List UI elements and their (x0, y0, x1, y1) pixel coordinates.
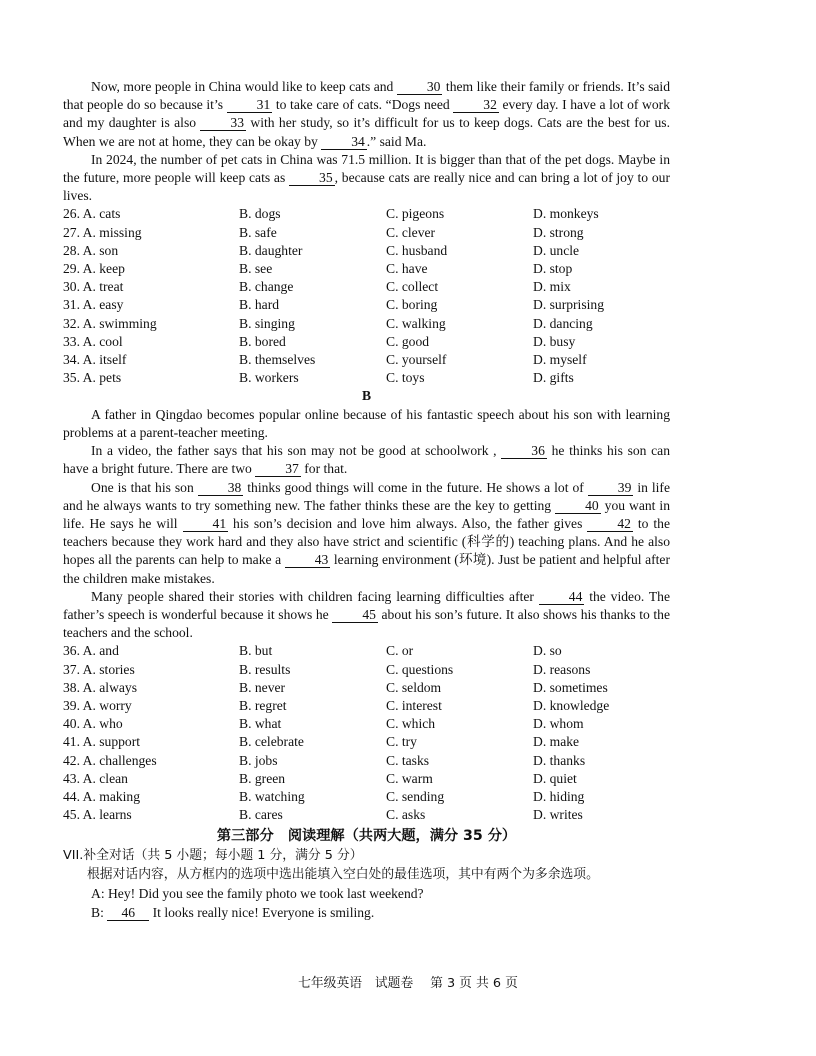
blank-36: 36 (501, 443, 547, 459)
option-row (63, 697, 670, 715)
text-run: you want in life. He says he will (63, 497, 671, 532)
option-c: C. collect (386, 279, 439, 295)
option-d: D. myself (533, 351, 587, 367)
blank-31: 31 (227, 97, 273, 113)
blank-42: 42 (587, 516, 633, 532)
passage-b-paragraph-4 (63, 588, 670, 643)
option-a: 31. A. easy (63, 297, 124, 313)
blank-35: 35 (289, 170, 335, 186)
option-row (63, 715, 670, 733)
option-a: 29. A. keep (63, 260, 125, 276)
option-b: B. jobs (239, 752, 278, 768)
option-b: B. see (239, 260, 273, 276)
option-row (63, 642, 670, 660)
option-c: C. which (386, 716, 436, 732)
option-b: B. dogs (239, 206, 281, 222)
option-d: D. whom (533, 716, 584, 732)
blank-45: 45 (332, 607, 378, 623)
text-run: It looks really nice! Everyone is smiling. (149, 905, 375, 921)
option-d: D. mix (533, 279, 571, 295)
section-vii-instruction: 根据对话内容，从方框内的选项中选出能填入空白处的最佳选项，其中有两个为多余选项。 (87, 867, 599, 883)
option-d: D. knowledge (533, 698, 610, 713)
blank-43: 43 (285, 552, 331, 568)
text-run: for that. (300, 461, 348, 477)
option-a: 41. A. support (63, 734, 141, 750)
text-run: A: Hey! Did you see the family photo we took last weekend? (91, 886, 424, 902)
option-b: B. workers (239, 370, 299, 386)
blank-41: 41 (183, 516, 229, 532)
option-d: D. strong (533, 224, 584, 240)
text-run: Now, more people in China would like to keep cats and (91, 79, 397, 94)
option-row (63, 770, 670, 788)
dialogue-line-a (63, 884, 670, 903)
text-run: B: (91, 905, 108, 921)
passage-b-paragraph-3 (63, 479, 670, 588)
option-c: C. or (386, 643, 414, 659)
option-row (63, 296, 670, 314)
option-row (63, 661, 670, 679)
passage-a-paragraph-4 (63, 151, 670, 206)
option-c: C. tasks (386, 752, 430, 768)
option-c: C. toys (386, 370, 425, 386)
option-d: D. so (533, 643, 562, 659)
passage-b-paragraph-1 (63, 406, 670, 442)
section-b-label: B (361, 388, 372, 404)
option-b: B. safe (239, 224, 277, 240)
option-a: 34. A. itself (63, 351, 127, 367)
option-b: B. regret (239, 698, 287, 713)
option-b: B. singing (239, 315, 295, 331)
option-a: 42. A. challenges (63, 752, 157, 768)
option-b: B. green (239, 770, 286, 786)
text-run: he thinks his son can have a bright future. There are two (63, 443, 671, 477)
text-run: In 2024, the number of pet cats in China was 71.5 million. It is bigger than that of the pet dogs. Maybe in the future, more people will keep cats as (63, 151, 670, 186)
option-row (63, 806, 670, 824)
option-c: C. pigeons (386, 206, 445, 222)
options-list-26-35 (63, 205, 670, 387)
blank-39: 39 (588, 480, 634, 496)
option-d: D. busy (533, 333, 576, 349)
option-a: 39. A. worry (63, 698, 132, 713)
option-row (63, 260, 670, 278)
text-run: .” said Ma. (366, 133, 427, 149)
options-list-36-45 (63, 642, 670, 824)
option-d: D. sometimes (533, 679, 608, 695)
option-d: D. reasons (533, 661, 591, 677)
option-a: 32. A. swimming (63, 315, 157, 331)
option-row (63, 224, 670, 242)
option-c: C. clever (386, 224, 436, 240)
text-run: Many people shared their stories with children facing learning difficulties after (91, 588, 539, 604)
option-c: C. good (386, 333, 430, 349)
option-b: B. celebrate (239, 734, 304, 750)
exam-page (63, 78, 670, 922)
option-b: B. results (239, 661, 291, 677)
blank-46: 46 (107, 905, 149, 921)
blank-33: 33 (200, 115, 246, 131)
option-c: C. have (386, 260, 428, 276)
blank-32: 32 (453, 97, 499, 113)
option-a: 45. A. learns (63, 807, 132, 823)
option-d: D. make (533, 734, 580, 750)
dialogue-line-b (63, 903, 670, 922)
passage-b-paragraph-2 (63, 442, 670, 478)
text-run: with her study, so it’s difficult for us to keep dogs. Cats are the best for us. When we are not at home, they can be okay by (63, 115, 670, 149)
option-d: D. gifts (533, 370, 574, 386)
option-b: B. bored (239, 333, 286, 349)
option-a: 40. A. who (63, 716, 123, 732)
passage-a-paragraph-3 (63, 78, 670, 151)
option-b: B. what (239, 716, 282, 732)
option-b: B. watching (239, 788, 305, 804)
part-three-heading: 第三部分 阅读理解（共两大题，满分 35 分） (216, 828, 517, 845)
text-run: to take care of cats. “Dogs need (272, 97, 454, 113)
option-a: 33. A. cool (63, 333, 123, 349)
option-c: C. boring (386, 297, 438, 313)
blank-37: 37 (255, 461, 301, 477)
option-d: D. thanks (533, 752, 586, 768)
option-b: B. themselves (239, 351, 316, 367)
option-row (63, 351, 670, 369)
option-d: D. monkeys (533, 206, 599, 222)
option-d: D. dancing (533, 315, 593, 331)
option-row (63, 752, 670, 770)
option-a: 43. A. clean (63, 770, 128, 786)
option-a: 37. A. stories (63, 661, 135, 677)
option-row (63, 788, 670, 806)
option-a: 36. A. and (63, 643, 119, 659)
blank-44: 44 (539, 589, 585, 605)
blank-30: 30 (397, 79, 443, 95)
text-run: A father in Qingdao becomes popular online because of his fantastic speech about his son with learning problems at a parent-teacher meeting. (63, 406, 670, 440)
page-footer: 七年级英语 试题卷 第 3 页 共 6 页 (298, 976, 518, 991)
option-c: C. warm (386, 770, 433, 786)
option-a: 44. A. making (63, 788, 141, 804)
text-run: to the teachers because they work hard and they also have strict and scientific (科学的) teaching plans. And he also hopes all the parents can help to make a (63, 516, 670, 568)
option-c: C. interest (386, 698, 442, 713)
option-b: B. but (239, 643, 273, 659)
text-run: in life and he always wants to try something new. The father thinks these are the key to getting (63, 479, 670, 513)
section-vii-heading: VII.补全对话（共 5 小题；每小题 1 分，满分 5 分） (63, 848, 363, 864)
option-a: 26. A. cats (63, 206, 121, 222)
option-row (63, 733, 670, 751)
option-b: B. hard (239, 297, 280, 313)
text-run: every day. I have a lot of work and my daughter is also (63, 97, 670, 131)
option-b: B. change (239, 279, 294, 295)
text-run: his son’s decision and love him always. Also, the father gives (228, 516, 588, 532)
option-a: 35. A. pets (63, 370, 122, 386)
option-c: C. try (386, 734, 417, 750)
option-b: B. cares (239, 807, 283, 823)
option-a: 30. A. treat (63, 279, 124, 295)
option-row (63, 369, 670, 387)
text-run: learning environment (环境). Just be patient and helpful after the children make mistakes. (63, 552, 670, 586)
option-c: C. seldom (386, 679, 442, 695)
option-d: D. stop (533, 260, 573, 276)
option-c: C. husband (386, 242, 448, 258)
option-a: 38. A. always (63, 679, 138, 695)
option-d: D. uncle (533, 242, 580, 258)
text-run: thinks good things will come in the future. He shows a lot of (243, 479, 588, 495)
option-d: D. surprising (533, 297, 604, 313)
blank-38: 38 (198, 480, 244, 496)
option-d: D. quiet (533, 770, 577, 786)
option-c: C. walking (386, 315, 446, 331)
option-d: D. writes (533, 807, 583, 823)
option-c: C. questions (386, 661, 454, 677)
option-row (63, 333, 670, 351)
text-run: about his son’s future. It also shows his thanks to the teachers and the school. (63, 607, 670, 641)
option-b: B. daughter (239, 242, 303, 258)
blank-34: 34 (321, 134, 367, 150)
option-c: C. asks (386, 807, 426, 823)
text-run: them like their family or friends. It’s said that people do so because it’s (63, 79, 671, 113)
option-row (63, 315, 670, 333)
option-b: B. never (239, 679, 286, 695)
blank-40: 40 (555, 498, 601, 514)
option-d: D. hiding (533, 788, 585, 804)
option-a: 28. A. son (63, 242, 119, 258)
text-run: One is that his son (91, 479, 198, 495)
text-run: In a video, the father says that his son may not be good at schoolwork , (91, 443, 502, 459)
option-row (63, 242, 670, 260)
option-a: 27. A. missing (63, 224, 142, 240)
option-row (63, 278, 670, 296)
text-run: the video. The father’s speech is wonderful because it shows he (63, 588, 670, 623)
option-row (63, 679, 670, 697)
option-row (63, 205, 670, 223)
option-c: C. sending (386, 788, 445, 804)
text-run: , because cats are really nice and can bring a lot of joy to our lives. (63, 170, 670, 204)
option-c: C. yourself (386, 351, 447, 367)
